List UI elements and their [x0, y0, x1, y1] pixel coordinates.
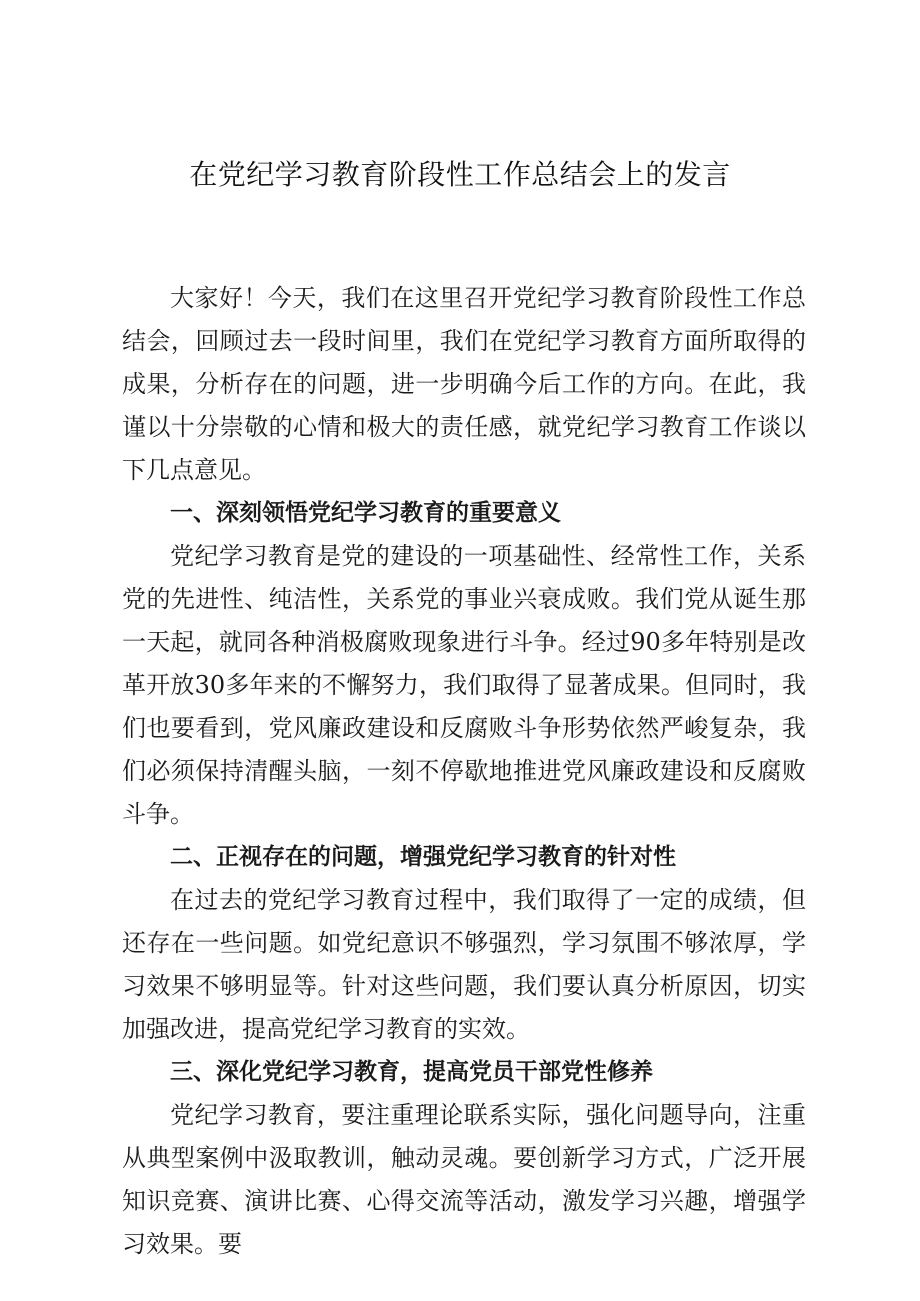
document-body — [122, 277, 806, 1266]
section-paragraph-2: 在过去的党纪学习教育过程中，我们取得了一定的成绩，但还存在一些问题。如党纪意识不够强烈，学习氛围不够浓厚，学习效果不够明显等。针对这些问题，我们要认真分析原因，切实加强改进，提高党纪学习教育的实效。 — [122, 886, 806, 1043]
intro-paragraph: 大家好！今天，我们在这里召开党纪学习教育阶段性工作总结会，回顾过去一段时间里，我们在党纪学习教育方面所取得的成果，分析存在的问题，进一步明确今后工作的方向。在此，我谨以十分崇敬的心情和极大的责任感，就党纪学习教育工作谈以下几点意见。 — [122, 284, 806, 484]
section-heading-3: 三、深化党纪学习教育，提高党员干部党性修养 — [170, 1059, 653, 1085]
section-heading-1: 一、深刻领悟党纪学习教育的重要意义 — [170, 500, 561, 526]
section-paragraph-3: 党纪学习教育，要注重理论联系实际，强化问题导向，注重从典型案例中汲取教训，触动灵魂。要创新学习方式，广泛开展知识竞赛、演讲比赛、心得交流等活动，激发学习兴趣，增强学习效果。要 — [122, 1101, 806, 1258]
section-heading-2: 二、正视存在的问题，增强党纪学习教育的针对性 — [170, 844, 676, 870]
section-paragraph-1: 党纪学习教育是党的建设的一项基础性、经常性工作，关系党的先进性、纯洁性，关系党的事业兴衰成败。我们党从诞生那一天起，就同各种消极腐败现象进行斗争。经过90多年特别是改革开放30多年来的不懈努力，我们取得了显著成果。但同时，我们也要看到，党风廉政建设和反腐败斗争形势依然严峻复杂，我们必须保持清醒头脑，一刻不停歇地推进党风廉政建设和反腐败斗争。 — [122, 542, 806, 828]
document-title: 在党纪学习教育阶段性工作总结会上的发言 — [189, 158, 731, 191]
